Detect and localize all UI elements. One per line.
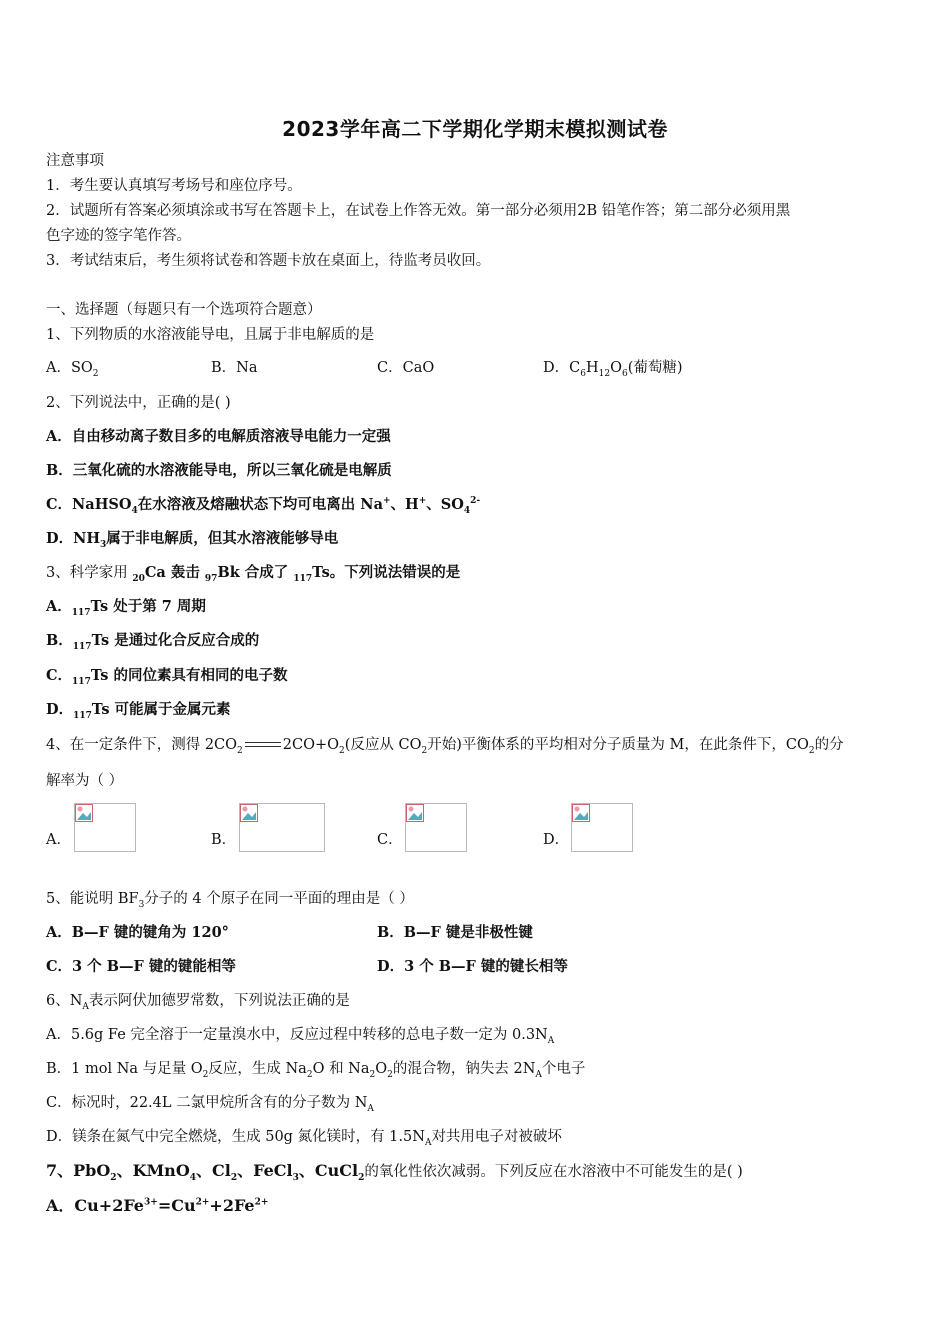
- option-d-image: [571, 803, 633, 852]
- question-4-option-c-label: C．: [377, 832, 403, 848]
- question-2-option-a: A．自由移动离子数目多的电解质溶液导电能力一定强: [46, 428, 391, 445]
- question-6-option-a: A．5.6g Fe 完全溶于一定量溴水中，反应过程中转移的总电子数一定为 $0.3N_A$: [46, 1027, 555, 1046]
- question-1-option-a: A．$SO_2$: [46, 360, 99, 379]
- section-heading: 一、选择题（每题只有一个选项符合题意）: [46, 302, 322, 318]
- question-3-stem: 3、科学家用 $_{20}$Ca 轰击 $_{97}$Bk 合成了 $_{117}$Ts。下列说法错误的是: [46, 564, 461, 584]
- question-4-stem: 4、在一定条件下，测得 $2CO_2$ $2CO+O_2$(反应从 $CO_2$开始)平衡体系的平均相对分子质量为 M，在此条件下，$CO_2$的分: [46, 737, 844, 756]
- question-3-option-a: A．$_{117}$Ts 处于第 7 周期: [46, 598, 206, 618]
- question-1-stem: 1、下列物质的水溶液能导电，且属于非电解质的是: [46, 327, 375, 343]
- question-6-option-c: C．标况时，22.4L 二氯甲烷所含有的分子数为 $N_A$: [46, 1095, 374, 1114]
- question-2-option-b: B．三氧化硫的水溶液能导电，所以三氧化硫是电解质: [46, 462, 392, 479]
- question-1-option-c: C．CaO: [377, 360, 435, 376]
- question-5-option-b: B．B—F 键是非极性键: [377, 924, 533, 941]
- question-4-stem-cont: 解率为（ ）: [46, 773, 124, 789]
- question-3-option-b: B．$_{117}$Ts 是通过化合反应合成的: [46, 632, 260, 652]
- broken-image-icon: [406, 804, 424, 822]
- option-b-image: [239, 803, 325, 852]
- question-1-option-b: B．Na: [211, 360, 258, 376]
- notes-heading: 注意事项: [46, 153, 104, 169]
- question-3-option-d: D．$_{117}$Ts 可能属于金属元素: [46, 701, 231, 721]
- option-a-image: [74, 803, 136, 852]
- broken-image-icon: [240, 804, 258, 822]
- question-2-option-c: C．NaHSO$_4$在水溶液及熔融状态下均可电离出 Na+、H+、$SO_4^{2-}$: [46, 496, 481, 516]
- note-item-2: 2．试题所有答案必须填涂或书写在答题卡上，在试卷上作答无效。第一部分必须用2B 铅笔作答；第二部分必须用黑: [46, 203, 791, 219]
- question-2-option-d: D．$NH_3$属于非电解质，但其水溶液能够导电: [46, 530, 339, 550]
- note-item-3: 3．考试结束后，考生须将试卷和答题卡放在桌面上，待监考员收回。: [46, 253, 491, 269]
- question-4-option-a-label: A．: [46, 832, 71, 848]
- question-5-option-a: A．B—F 键的键角为 120°: [46, 924, 229, 941]
- question-6-option-b: B．1 mol Na 与足量 $O_2$反应，生成 $Na_2O$ 和 $Na_2O_2$的混合物，钠失去 $2N_A$个电子: [46, 1061, 586, 1080]
- question-7-option-a: A．$Cu+2Fe^{3+}=Cu^{2+}+2Fe^{2+}$: [46, 1196, 269, 1215]
- question-6-option-d: D．镁条在氮气中完全燃烧，生成 50g 氮化镁时，有 $1.5N_A$对共用电子对被破坏: [46, 1129, 562, 1148]
- equilibrium-arrow-icon: [245, 741, 281, 749]
- question-2-stem: 2、下列说法中，正确的是( ): [46, 395, 231, 411]
- page-title: 2023学年高二下学期化学期末模拟测试卷: [282, 117, 668, 141]
- question-6-stem: 6、$N_A$表示阿伏加德罗常数，下列说法正确的是: [46, 993, 350, 1012]
- question-4-option-d-label: D．: [543, 832, 570, 848]
- broken-image-icon: [572, 804, 590, 822]
- broken-image-icon: [75, 804, 93, 822]
- question-5-stem: 5、能说明 $BF_3$分子的 4 个原子在同一平面的理由是（ ）: [46, 891, 414, 910]
- question-3-option-c: C．$_{117}$Ts 的同位素具有相同的电子数: [46, 667, 288, 687]
- question-1-option-d: D．$C_6H_{12}O_6$(葡萄糖): [543, 360, 683, 379]
- question-7-stem: 7、PbO$_2$、KMnO$_4$、$Cl_2$、FeCl$_3$、CuCl$_2$的氧化性依次减弱。下列反应在水溶液中不可能发生的是( ): [46, 1161, 743, 1183]
- note-item-1: 1．考生要认真填写考场号和座位序号。: [46, 178, 302, 194]
- question-5-option-d: D．3 个 B—F 键的键长相等: [377, 958, 568, 975]
- note-item-2-cont: 色字迹的签字笔作答。: [46, 228, 191, 244]
- question-5-option-c: C．3 个 B—F 键的键能相等: [46, 958, 236, 975]
- question-4-option-b-label: B．: [211, 832, 237, 848]
- option-c-image: [405, 803, 467, 852]
